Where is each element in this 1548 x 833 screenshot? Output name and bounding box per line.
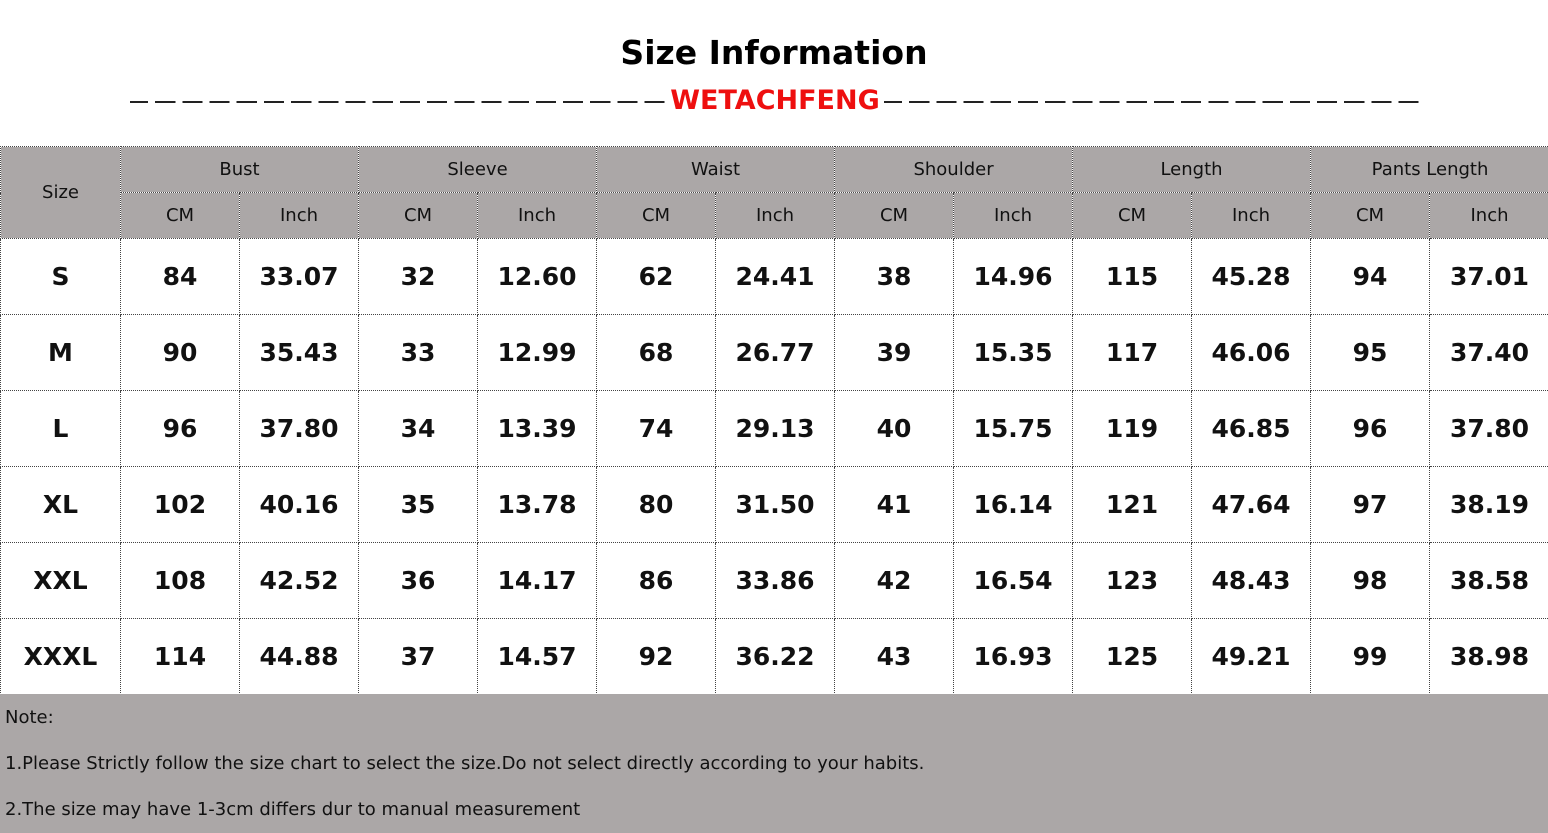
size-label-cell: L [1, 391, 121, 467]
unit-header-inch: Inch [716, 193, 835, 239]
table-cell: 96 [1311, 391, 1430, 467]
unit-header-cm: CM [121, 193, 240, 239]
table-cell: 24.41 [716, 239, 835, 315]
table-cell: 15.75 [954, 391, 1073, 467]
unit-header-cm: CM [1311, 193, 1430, 239]
table-cell: 14.96 [954, 239, 1073, 315]
table-cell: 94 [1311, 239, 1430, 315]
table-cell: 14.57 [478, 619, 597, 695]
table-row [1, 315, 1548, 391]
table-cell: 62 [597, 239, 716, 315]
size-chart-table [0, 146, 1548, 695]
table-cell: 41 [835, 467, 954, 543]
table-cell: 44.88 [240, 619, 359, 695]
table-cell: 13.78 [478, 467, 597, 543]
size-label-cell: XXXL [1, 619, 121, 695]
group-header-bust: Bust [121, 147, 359, 193]
table-cell: 39 [835, 315, 954, 391]
table-cell: 86 [597, 543, 716, 619]
table-cell: 43 [835, 619, 954, 695]
table-cell: 114 [121, 619, 240, 695]
table-cell: 74 [597, 391, 716, 467]
table-cell: 38.19 [1430, 467, 1548, 543]
table-header-row [1, 147, 1548, 193]
note-line-2: 2.The size may have 1-3cm differs dur to manual measurement [5, 799, 581, 820]
table-cell: 14.17 [478, 543, 597, 619]
table-cell: 37.80 [240, 391, 359, 467]
table-cell: 95 [1311, 315, 1430, 391]
dashed-line-left [130, 101, 666, 103]
table-row [1, 619, 1548, 695]
table-cell: 115 [1073, 239, 1192, 315]
size-label-cell: XXL [1, 543, 121, 619]
table-unit-row [1, 193, 1548, 239]
table-cell: 12.99 [478, 315, 597, 391]
table-cell: 13.39 [478, 391, 597, 467]
table-row [1, 543, 1548, 619]
unit-header-inch: Inch [1430, 193, 1548, 239]
table-body [1, 239, 1548, 695]
table-cell: 84 [121, 239, 240, 315]
table-cell: 15.35 [954, 315, 1073, 391]
table-cell: 99 [1311, 619, 1430, 695]
table-cell: 45.28 [1192, 239, 1311, 315]
table-cell: 68 [597, 315, 716, 391]
brand-divider [130, 82, 1420, 120]
unit-header-cm: CM [597, 193, 716, 239]
group-header-shoulder: Shoulder [835, 147, 1073, 193]
table-cell: 37.40 [1430, 315, 1548, 391]
table-cell: 96 [121, 391, 240, 467]
note-heading: Note: [5, 707, 54, 728]
table-cell: 40.16 [240, 467, 359, 543]
table-cell: 36.22 [716, 619, 835, 695]
table-row [1, 391, 1548, 467]
unit-header-inch: Inch [240, 193, 359, 239]
table-cell: 48.43 [1192, 543, 1311, 619]
note-panel [0, 694, 1548, 833]
page-title: Size Information [620, 33, 928, 72]
table-cell: 32 [359, 239, 478, 315]
table-cell: 102 [121, 467, 240, 543]
table-cell: 46.06 [1192, 315, 1311, 391]
table-cell: 40 [835, 391, 954, 467]
table-cell: 12.60 [478, 239, 597, 315]
table-cell: 34 [359, 391, 478, 467]
table-row [1, 467, 1548, 543]
table-cell: 119 [1073, 391, 1192, 467]
table-cell: 16.14 [954, 467, 1073, 543]
group-header-length: Length [1073, 147, 1311, 193]
table-row [1, 239, 1548, 315]
table-cell: 42.52 [240, 543, 359, 619]
table-cell: 36 [359, 543, 478, 619]
table-cell: 16.54 [954, 543, 1073, 619]
table-cell: 42 [835, 543, 954, 619]
dashed-line-right [884, 101, 1420, 103]
table-cell: 117 [1073, 315, 1192, 391]
brand-name: WETACHFENG [670, 85, 880, 116]
note-line-1: 1.Please Strictly follow the size chart to select the size.Do not select directly according to your habits. [5, 753, 925, 774]
size-column-header: Size [1, 147, 121, 239]
table-cell: 35.43 [240, 315, 359, 391]
table-cell: 37.01 [1430, 239, 1548, 315]
table-cell: 121 [1073, 467, 1192, 543]
table-cell: 125 [1073, 619, 1192, 695]
table-cell: 31.50 [716, 467, 835, 543]
group-header-waist: Waist [597, 147, 835, 193]
table-cell: 26.77 [716, 315, 835, 391]
table-cell: 38.98 [1430, 619, 1548, 695]
size-label-cell: M [1, 315, 121, 391]
size-label-cell: S [1, 239, 121, 315]
group-header-pants-length: Pants Length [1311, 147, 1548, 193]
table-cell: 47.64 [1192, 467, 1311, 543]
table-cell: 33.86 [716, 543, 835, 619]
table-cell: 90 [121, 315, 240, 391]
table-cell: 35 [359, 467, 478, 543]
unit-header-cm: CM [1073, 193, 1192, 239]
unit-header-inch: Inch [954, 193, 1073, 239]
table-cell: 97 [1311, 467, 1430, 543]
table-cell: 80 [597, 467, 716, 543]
size-label-cell: XL [1, 467, 121, 543]
table-cell: 38.58 [1430, 543, 1548, 619]
unit-header-inch: Inch [1192, 193, 1311, 239]
table-cell: 33 [359, 315, 478, 391]
unit-header-cm: CM [359, 193, 478, 239]
table-cell: 123 [1073, 543, 1192, 619]
unit-header-inch: Inch [478, 193, 597, 239]
unit-header-cm: CM [835, 193, 954, 239]
table-cell: 46.85 [1192, 391, 1311, 467]
group-header-sleeve: Sleeve [359, 147, 597, 193]
table-cell: 108 [121, 543, 240, 619]
table-cell: 38 [835, 239, 954, 315]
table-cell: 98 [1311, 543, 1430, 619]
table-cell: 33.07 [240, 239, 359, 315]
table-cell: 16.93 [954, 619, 1073, 695]
table-cell: 37 [359, 619, 478, 695]
table-cell: 92 [597, 619, 716, 695]
table-cell: 37.80 [1430, 391, 1548, 467]
table-cell: 29.13 [716, 391, 835, 467]
table-cell: 49.21 [1192, 619, 1311, 695]
